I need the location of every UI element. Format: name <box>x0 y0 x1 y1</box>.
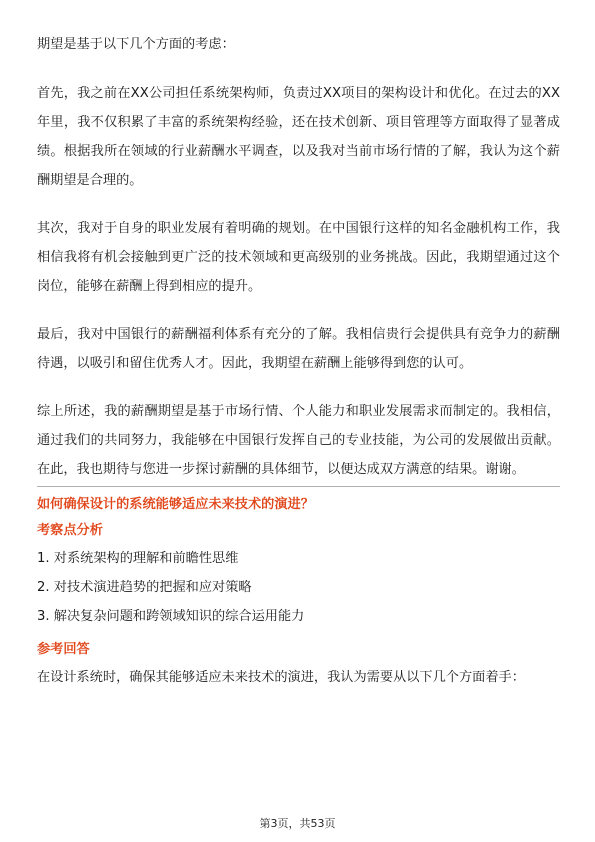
intro-line: 期望是基于以下几个方面的考虑： <box>37 37 235 52</box>
analysis-points <box>37 544 560 631</box>
answer-heading: 参考回答 <box>37 642 90 657</box>
page-content <box>37 30 560 692</box>
page-footer: 第3页，共53页 <box>259 817 336 830</box>
analysis-point: 3. 解决复杂问题和跨领域知识的综合运用能力 <box>37 609 305 624</box>
paragraph-first: 首先，我之前在XX公司担任系统架构师，负责过XX项目的架构设计和优化。在过去的XX年里，我不仅积累了丰富的系统架构经验，还在技术创新、项目管理等方面取得了显著成绩。根据我所在领域的行业薪酬水平调查，以及我对当前市场行情的了解，我认为这个薪酬期望是合理的。 <box>37 86 560 188</box>
paragraph-summary: 综上所述，我的薪酬期望是基于市场行情、个人能力和职业发展需求而制定的。我相信，通过我们的共同努力，我能够在中国银行发挥自己的专业技能，为公司的发展做出贡献。在此，我也期待与您进一步探讨薪酬的具体细节，以便达成双方满意的结果。谢谢。 <box>37 404 560 477</box>
analysis-heading: 考察点分析 <box>37 523 103 538</box>
section-divider <box>37 486 560 487</box>
paragraph-second: 其次，我对于自身的职业发展有着明确的规划。在中国银行这样的知名金融机构工作，我相信我将有机会接触到更广泛的技术领域和更高级别的业务挑战。因此，我期望通过这个岗位，能够在薪酬上得到相应的提升。 <box>37 221 560 294</box>
answer-text: 在设计系统时，确保其能够适应未来技术的演进，我认为需要从以下几个方面着手： <box>37 670 525 685</box>
paragraph-third: 最后，我对中国银行的薪酬福利体系有充分的了解。我相信贵行会提供具有竞争力的薪酬待遇，以吸引和留住优秀人才。因此，我期望在薪酬上能够得到您的认可。 <box>37 327 560 371</box>
question-title: 如何确保设计的系统能够适应未来技术的演进？ <box>37 497 314 512</box>
analysis-point: 2. 对技术演进趋势的把握和应对策略 <box>37 580 252 595</box>
analysis-point: 1. 对系统架构的理解和前瞻性思维 <box>37 551 239 566</box>
